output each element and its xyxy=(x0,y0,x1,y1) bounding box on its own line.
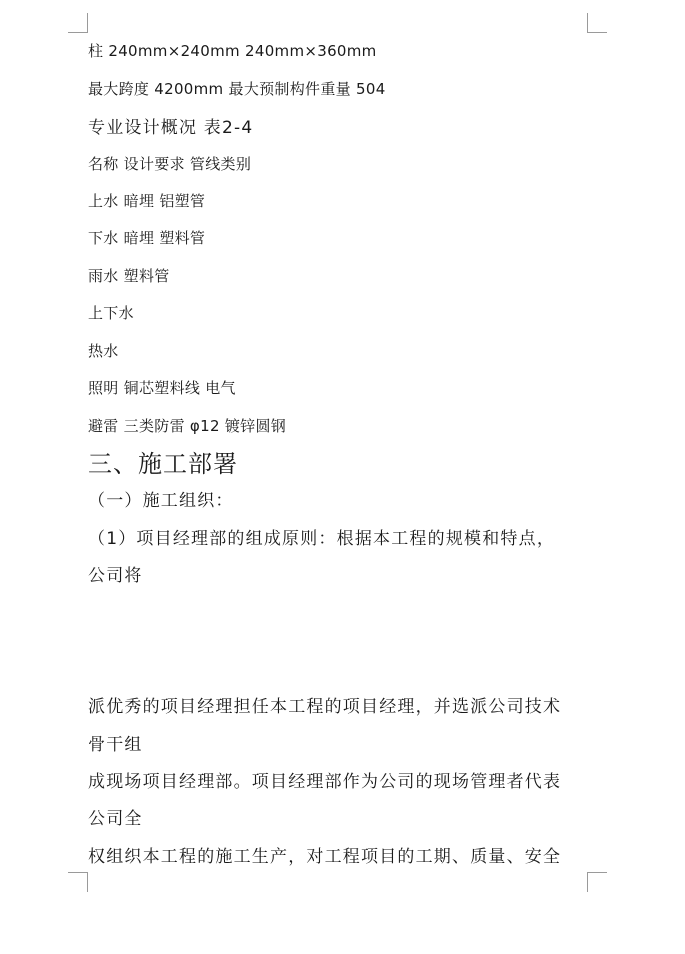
table-header-row: 名称 设计要求 管线类别 xyxy=(88,155,252,173)
table-row-drainage: 下水 暗埋 塑料管 xyxy=(88,229,206,247)
paragraph-line: 派优秀的项目经理担任本工程的项目经理，并选派公司技术 xyxy=(88,697,562,717)
paragraph-line: 成现场项目经理部。项目经理部作为公司的现场管理者代表 xyxy=(88,772,562,792)
crop-mark-top-right xyxy=(587,13,607,33)
spec-line-column-size: 柱 240mm×240mm 240mm×360mm xyxy=(88,42,377,60)
spec-line-max-span: 最大跨度 4200mm 最大预制构件重量 504 xyxy=(88,80,386,98)
table-row-hot-water: 热水 xyxy=(88,342,119,360)
table-caption: 专业设计概况 表2-4 xyxy=(88,118,254,138)
paragraph-line: 公司将 xyxy=(88,566,143,586)
subheading: （一）施工组织： xyxy=(88,491,234,511)
paragraph-line: 权组织本工程的施工生产，对工程项目的工期、质量、安全 xyxy=(88,847,562,867)
table-row-lightning-protection: 避雷 三类防雷 φ12 镀锌圆钢 xyxy=(88,417,287,435)
table-row-lighting: 照明 铜芯塑料线 电气 xyxy=(88,379,236,397)
paragraph-line: 骨干组 xyxy=(88,735,143,755)
table-row-rainwater: 雨水 塑料管 xyxy=(88,267,170,285)
paragraph-line: （1）项目经理部的组成原则：根据本工程的规模和特点， xyxy=(88,529,556,549)
crop-mark-bottom-right xyxy=(587,872,607,892)
table-row-water-supply: 上水 暗埋 铝塑管 xyxy=(88,192,206,210)
paragraph-line: 公司全 xyxy=(88,809,143,829)
crop-mark-top-left xyxy=(68,13,88,33)
section-heading: 三、施工部署 xyxy=(88,450,238,478)
table-row-supply-drainage: 上下水 xyxy=(88,304,134,322)
crop-mark-bottom-left xyxy=(68,872,88,892)
